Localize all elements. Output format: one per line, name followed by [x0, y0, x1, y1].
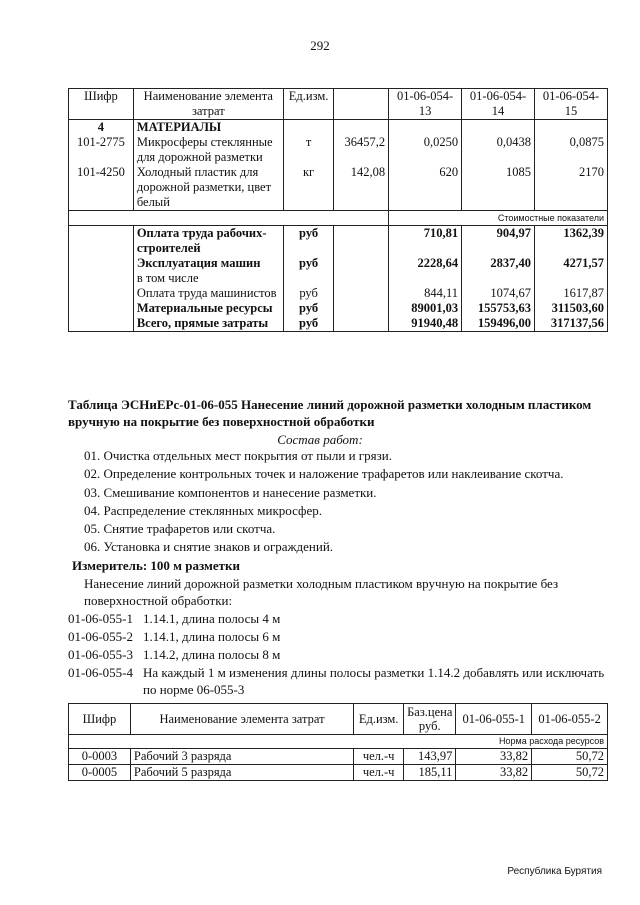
header-name: Наименование элемента затрат: [133, 89, 283, 120]
norm-code: 01-06-055-2: [68, 629, 133, 644]
cost-v1: 91940,48: [389, 316, 462, 332]
norm-text: На каждый 1 м изменения длины полосы разметки 1.14.2 добавлять или исключать по норме 06-055-3: [143, 665, 605, 697]
resources-table-055: [68, 703, 608, 781]
cost-v1: 844,11: [389, 286, 462, 301]
cost-unit: руб: [283, 301, 334, 316]
resource-norm-caption: Норма расхода ресурсов: [69, 735, 608, 749]
cost-name: Оплата труда машинистов: [133, 286, 283, 301]
list-item: 05. Снятие трафаретов или скотча.: [84, 521, 276, 537]
resources-table-054: [68, 88, 608, 332]
table-row: [69, 749, 608, 765]
header-code: Шифр: [69, 704, 131, 735]
caption-row: [69, 211, 608, 226]
table-header-row: [69, 89, 608, 120]
cost-v3: 317137,56: [535, 316, 608, 332]
header-col-2: 01-06-055-2: [532, 704, 608, 735]
resource-name: Рабочий 5 разряда: [130, 765, 353, 781]
code-list: [68, 610, 613, 698]
list-item: [68, 646, 613, 664]
norm-text: 1.14.1, длина полосы 4 м: [143, 611, 281, 626]
cost-v3: 1362,39: [535, 226, 608, 257]
cost-v2: 159496,00: [462, 316, 535, 332]
header-unit: Ед.изм.: [354, 704, 404, 735]
section-title: МАТЕРИАЛЫ: [133, 120, 283, 136]
list-item: [68, 610, 613, 628]
caption-row: [69, 735, 608, 749]
table-heading: Таблица ЭСНиЕРс-01-06-055 Нанесение линий дорожной разметки холодным пластиком вручную на покрытие без поверхностной обработки: [68, 397, 592, 429]
material-v2: 0,0438: [462, 135, 535, 165]
table-row: [69, 256, 608, 271]
cost-v1: 710,81: [389, 226, 462, 257]
norm-text: 1.14.2, длина полосы 8 м: [143, 647, 281, 662]
material-v2: 1085: [462, 165, 535, 211]
measurer: Измеритель: 100 м разметки: [72, 558, 241, 573]
cost-v1: 2228,64: [389, 256, 462, 271]
material-price: 142,08: [334, 165, 389, 211]
material-code: 101-4250: [69, 165, 134, 211]
table-row: [69, 316, 608, 332]
cost-v2: 1074,67: [462, 286, 535, 301]
cost-v3: 1617,87: [535, 286, 608, 301]
table-row: [69, 135, 608, 165]
table-header-row: [69, 704, 608, 735]
list-item: [68, 628, 613, 646]
norm-code: 01-06-055-3: [68, 647, 133, 662]
table-row: [69, 165, 608, 211]
header-col-14: 01-06-054-14: [462, 89, 535, 120]
cost-indicators-caption: Стоимостные показатели: [389, 211, 608, 226]
table-row: [69, 226, 608, 257]
material-unit: т: [283, 135, 334, 165]
cost-unit: руб: [283, 316, 334, 332]
resource-unit: чел.-ч: [354, 749, 404, 765]
list-item: 03. Смешивание компонентов и нанесение разметки.: [84, 484, 377, 500]
resource-price: 185,11: [404, 765, 456, 781]
norm-code: 01-06-055-1: [68, 611, 133, 626]
header-unit: Ед.изм.: [283, 89, 334, 120]
cost-unit: руб: [283, 226, 334, 257]
material-v1: 620: [389, 165, 462, 211]
header-price: [334, 89, 389, 120]
header-col-15: 01-06-054-15: [535, 89, 608, 120]
resource-v1: 33,82: [456, 749, 532, 765]
description: Нанесение линий дорожной разметки холодным пластиком вручную на покрытие без поверхностной обработки:: [84, 576, 559, 608]
list-item: 06. Установка и снятие знаков и ограждений.: [84, 539, 334, 555]
footer-region: Республика Бурятия: [507, 866, 602, 877]
header-col-13: 01-06-054-13: [389, 89, 462, 120]
cost-v3: 311503,60: [535, 301, 608, 316]
header-col-1: 01-06-055-1: [456, 704, 532, 735]
resource-name: Рабочий 3 разряда: [130, 749, 353, 765]
resource-v1: 33,82: [456, 765, 532, 781]
resource-price: 143,97: [404, 749, 456, 765]
page-number: 292: [310, 38, 330, 53]
cost-v2: 2837,40: [462, 256, 535, 271]
material-unit: кг: [283, 165, 334, 211]
cost-v2: 904,97: [462, 226, 535, 257]
header-price: Баз.цена руб.: [404, 704, 456, 735]
cost-unit: руб: [283, 286, 334, 301]
resource-v2: 50,72: [532, 765, 608, 781]
material-name: Микросферы стеклянные для дорожной разметки: [133, 135, 283, 165]
cost-v1: 89001,03: [389, 301, 462, 316]
header-code: Шифр: [69, 89, 134, 120]
cost-v2: 155753,63: [462, 301, 535, 316]
cost-unit: руб: [283, 256, 334, 271]
work-steps-list: [84, 447, 563, 557]
list-item: 01. Очистка отдельных мест покрытия от пыли и грязи.: [84, 448, 392, 463]
table-row: [69, 765, 608, 781]
material-code: 101-2775: [69, 135, 134, 165]
cost-name: в том числе: [133, 271, 283, 286]
material-v3: 0,0875: [535, 135, 608, 165]
resource-code: 0-0003: [69, 749, 131, 765]
resource-v2: 50,72: [532, 749, 608, 765]
cost-name: Эксплуатация машин: [133, 256, 283, 271]
material-price: 36457,2: [334, 135, 389, 165]
work-composition-title: Состав работ:: [277, 432, 363, 447]
table-row: [69, 286, 608, 301]
list-item: 04. Распределение стеклянных микросфер.: [84, 502, 322, 518]
material-v1: 0,0250: [389, 135, 462, 165]
section-row: [69, 120, 608, 136]
header-name: Наименование элемента затрат: [130, 704, 353, 735]
cost-name: Оплата труда рабочих-строителей: [133, 226, 283, 257]
table-row: [69, 271, 608, 286]
list-item: [68, 664, 613, 698]
section-number: 4: [69, 120, 134, 136]
cost-v3: 4271,57: [535, 256, 608, 271]
list-item: 02. Определение контрольных точек и наложение трафаретов или наклеивание скотча.: [84, 466, 564, 482]
cost-name: Всего, прямые затраты: [133, 316, 283, 332]
material-name: Холодный пластик для дорожной разметки, цвет белый: [133, 165, 283, 211]
norm-code: 01-06-055-4: [68, 665, 133, 680]
resource-unit: чел.-ч: [354, 765, 404, 781]
material-v3: 2170: [535, 165, 608, 211]
table-row: [69, 301, 608, 316]
norm-text: 1.14.1, длина полосы 6 м: [143, 629, 281, 644]
resource-code: 0-0005: [69, 765, 131, 781]
cost-name: Материальные ресурсы: [133, 301, 283, 316]
